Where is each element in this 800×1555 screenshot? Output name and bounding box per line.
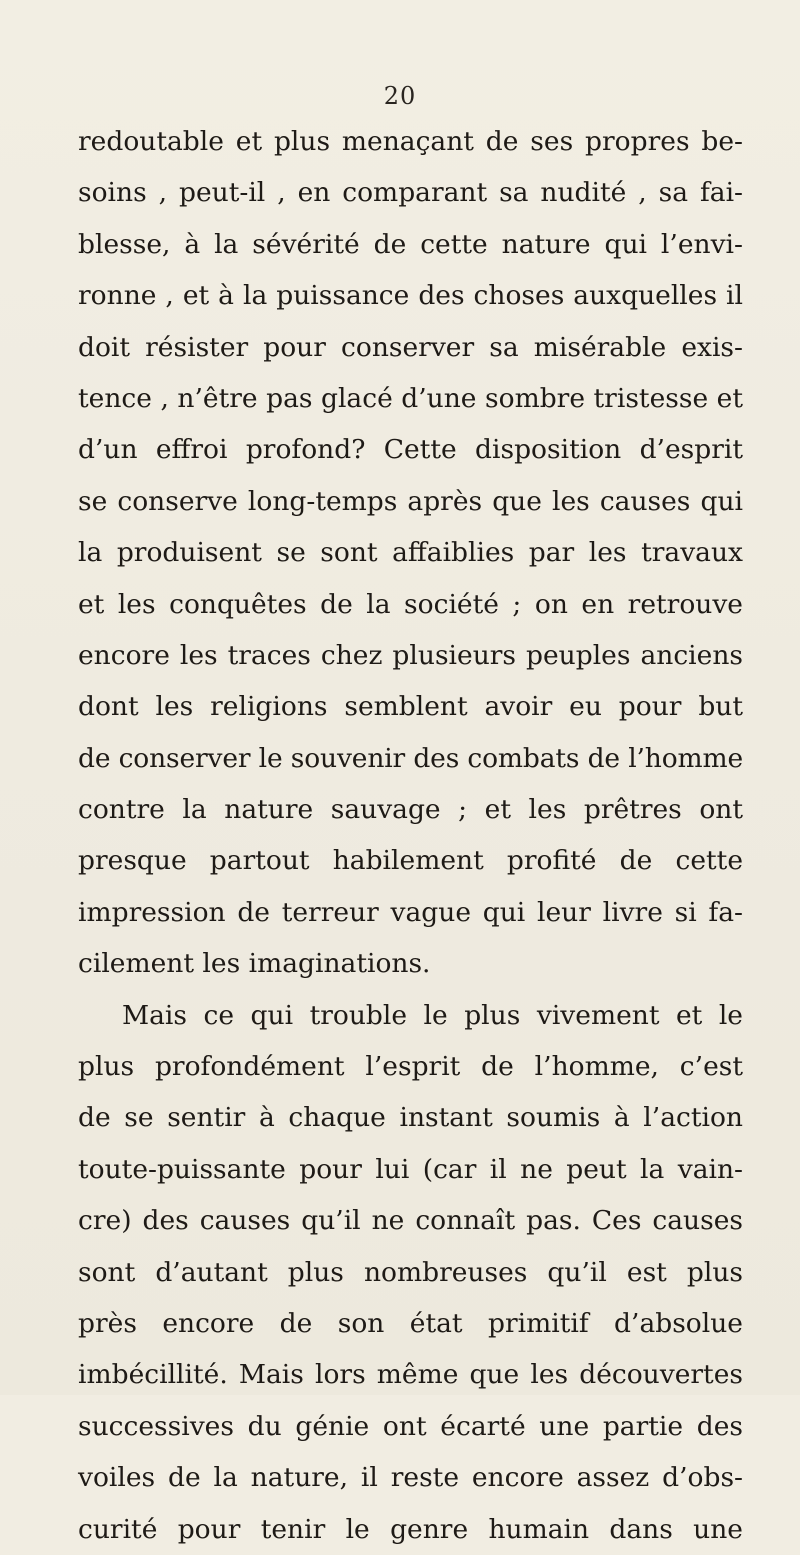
text-line: successives du génie ont écarté une partie des [78, 1410, 743, 1442]
text-line: toute-puissante pour lui (car il ne peut la vain- [78, 1153, 743, 1185]
text-line: imbécillité. Mais lors même que les découvertes [78, 1359, 743, 1391]
text-line: de conserver le souvenir des combats de l’homme [78, 742, 743, 774]
body-text [78, 116, 743, 1555]
text-line: soins , peut-il , en comparant sa nudité , sa fai- [78, 177, 743, 209]
text-line: d’un effroi profond? Cette disposition d’esprit [78, 434, 743, 466]
paragraph-start-line: Mais ce qui trouble le plus vivement et le [122, 999, 743, 1031]
text-line: encore les traces chez plusieurs peuples anciens [78, 639, 743, 671]
text-line: contre la nature sauvage ; et les prêtres ont [78, 794, 743, 826]
text-line: se conserve long-temps après que les causes qui [78, 485, 743, 517]
text-line: blesse, à la sévérité de cette nature qui l’envi- [78, 228, 743, 260]
text-line: impression de terreur vague qui leur livre si fa- [78, 896, 743, 928]
text-line: la produisent se sont affaiblies par les travaux [78, 537, 743, 569]
text-line: et les conquêtes de la société ; on en retrouve [78, 588, 743, 620]
text-line: presque partout habilement profité de cette [78, 845, 743, 877]
page-number: 20 [383, 82, 417, 110]
text-line: de se sentir à chaque instant soumis à l’action [78, 1102, 743, 1134]
text-line: tence , n’être pas glacé d’une sombre tristesse et [78, 382, 743, 414]
text-line: sont d’autant plus nombreuses qu’il est plus [78, 1256, 743, 1288]
paragraph-end-line: cilement les imaginations. [78, 948, 431, 980]
text-line: curité pour tenir le genre humain dans une [78, 1513, 743, 1545]
text-line: voiles de la nature, il reste encore assez d’obs- [78, 1462, 743, 1494]
text-line: ronne , et à la puissance des choses auxquelles il [78, 280, 743, 312]
text-line: redoutable et plus menaçant de ses propres be- [78, 126, 743, 157]
text-line: doit résister pour conserver sa misérable exis- [78, 331, 743, 363]
text-line: cre) des causes qu’il ne connaît pas. Ces causes [78, 1205, 743, 1237]
text-line: près encore de son état primitif d’absolue [78, 1307, 743, 1339]
text-line: dont les religions semblent avoir eu pour but [78, 691, 743, 723]
text-line: plus profondément l’esprit de l’homme, c’est [78, 1051, 743, 1083]
